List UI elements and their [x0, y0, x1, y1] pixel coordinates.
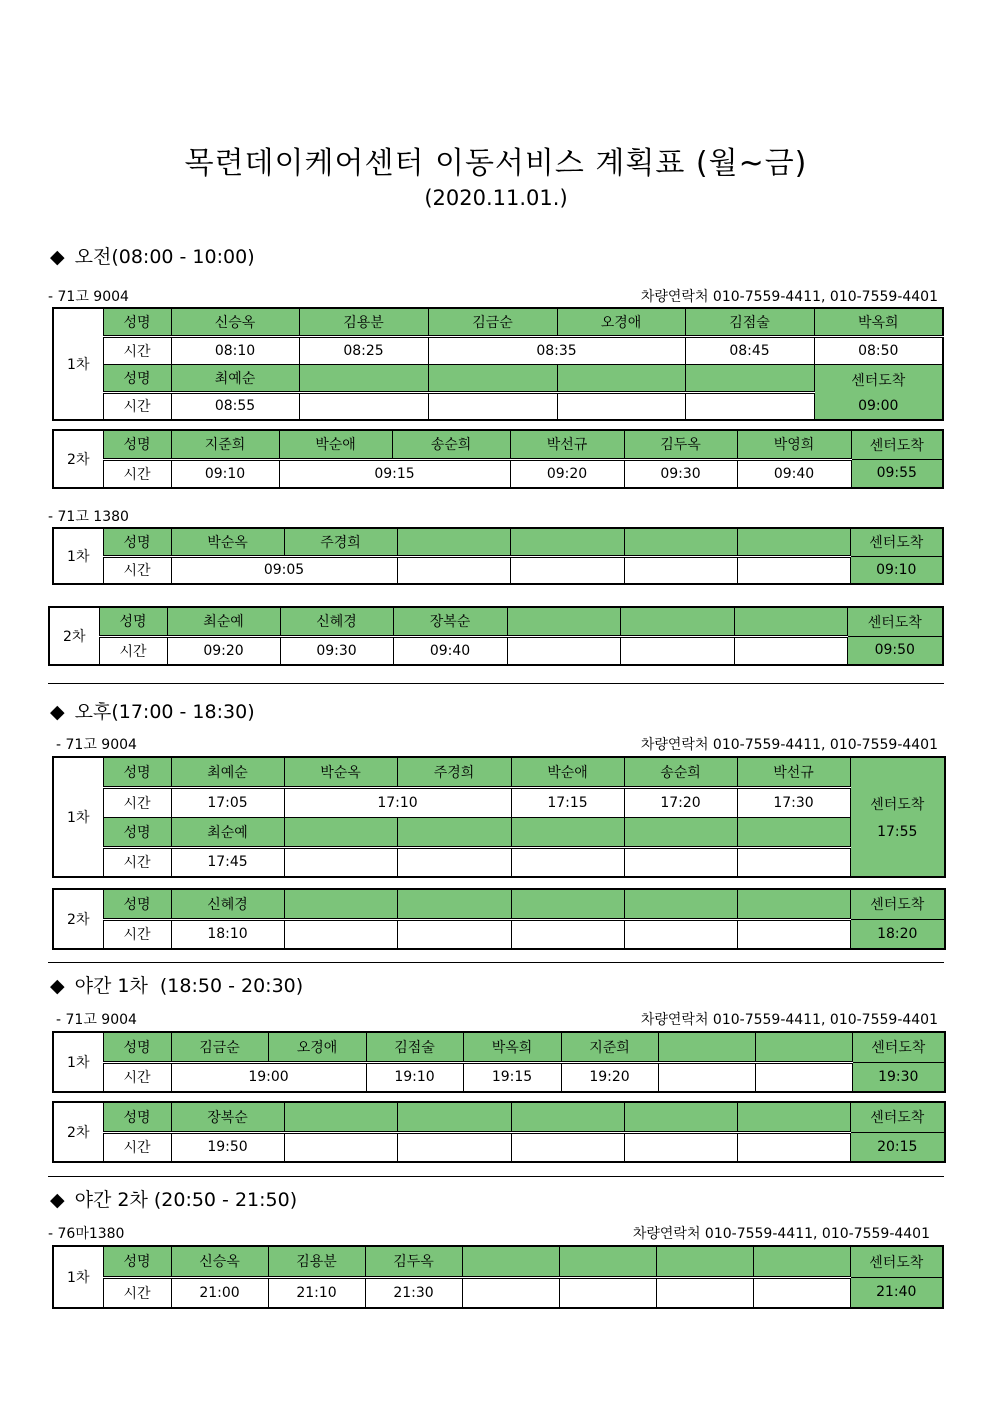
- passenger-name: [624, 528, 737, 556]
- pickup-time: [620, 636, 734, 665]
- pickup-time: [557, 392, 685, 420]
- passenger-name: 주경희: [284, 528, 397, 556]
- pickup-time: [510, 556, 624, 584]
- document-title: 목련데이케어센터 이동서비스 계획표 (월~금): [184, 146, 808, 181]
- time-header: 시간: [103, 459, 171, 488]
- passenger-name: [511, 817, 624, 847]
- pickup-time: [656, 1277, 753, 1308]
- pickup-time: 17:05: [171, 787, 284, 817]
- passenger-name: 지준희: [561, 1032, 658, 1062]
- passenger-name: 박순애: [511, 757, 624, 787]
- section-heading-night-1: [50, 971, 303, 998]
- section-heading-night-2: [50, 1185, 297, 1212]
- vehicle-contact: 차량연락처 010-7559-4411, 010-7559-4401: [632, 1226, 930, 1242]
- name-header: 성명: [103, 308, 171, 336]
- schedule-table-night-3: [52, 1245, 944, 1309]
- vehicle-label: - 71고 9004: [56, 737, 137, 753]
- schedule-table-morning-4: [48, 606, 944, 666]
- document-date: (2020.11.01.): [424, 186, 568, 210]
- pickup-time: 09:40: [393, 636, 507, 665]
- passenger-name: 박순옥: [284, 757, 397, 787]
- arrival-label: 센터도착: [850, 889, 945, 919]
- schedule-table-morning-2: [52, 429, 944, 489]
- passenger-name: [734, 607, 847, 636]
- passenger-name: [753, 1246, 850, 1277]
- pickup-time: 21:30: [365, 1277, 462, 1308]
- passenger-name: [559, 1246, 656, 1277]
- pickup-time: 21:10: [268, 1277, 365, 1308]
- name-header: 성명: [103, 889, 171, 919]
- passenger-name: 박순옥: [171, 528, 284, 556]
- arrival-time: 19:30: [852, 1062, 945, 1092]
- passenger-name: 김금순: [171, 1032, 268, 1062]
- pickup-time: [624, 1132, 737, 1162]
- passenger-name: 신승옥: [171, 308, 299, 336]
- arrival-cell: [850, 757, 945, 877]
- passenger-name: [737, 889, 850, 919]
- pickup-time: [737, 847, 850, 877]
- passenger-name: 최예순: [171, 364, 299, 392]
- arrival-time: 09:55: [851, 459, 943, 488]
- passenger-name: 송순희: [392, 430, 510, 459]
- name-header: 성명: [103, 364, 171, 392]
- passenger-name: [397, 817, 511, 847]
- round-label: 2차: [53, 889, 103, 949]
- passenger-name: [624, 889, 737, 919]
- vehicle-label: - 71고 1380: [48, 509, 129, 525]
- pickup-time: [737, 556, 850, 584]
- name-header: 성명: [103, 1032, 171, 1062]
- passenger-name: [624, 1102, 737, 1132]
- pickup-time: [397, 556, 510, 584]
- pickup-time: [511, 919, 624, 949]
- name-header: 성명: [99, 607, 167, 636]
- passenger-name: [656, 1246, 753, 1277]
- pickup-time: 08:50: [814, 336, 943, 364]
- round-label: 1차: [53, 1246, 103, 1308]
- pickup-time: 18:10: [171, 919, 284, 949]
- time-header: 시간: [103, 847, 171, 877]
- pickup-time: [753, 1277, 850, 1308]
- pickup-time: [397, 847, 511, 877]
- schedule-table-night-2: [52, 1101, 946, 1163]
- pickup-time: [507, 636, 620, 665]
- schedule-table-afternoon-1: [52, 756, 946, 878]
- name-header: 성명: [103, 430, 171, 459]
- passenger-name: 최순예: [167, 607, 280, 636]
- pickup-time: 19:20: [561, 1062, 658, 1092]
- arrival-time: 20:15: [850, 1132, 945, 1162]
- pickup-time: [397, 1132, 511, 1162]
- round-label: 1차: [53, 528, 103, 584]
- pickup-time: 17:15: [511, 787, 624, 817]
- arrival-time: 17:55: [877, 824, 918, 840]
- arrival-label: 센터도착: [851, 372, 906, 389]
- pickup-time: [397, 919, 511, 949]
- pickup-time: [685, 392, 814, 420]
- pickup-time: [284, 847, 397, 877]
- round-label: 1차: [53, 1032, 103, 1092]
- passenger-name: [510, 528, 624, 556]
- passenger-name: 박순애: [279, 430, 392, 459]
- passenger-name: [397, 1102, 511, 1132]
- schedule-table-afternoon-2: [52, 888, 946, 950]
- pickup-time: [624, 919, 737, 949]
- round-label: 1차: [53, 308, 103, 420]
- passenger-name: 박선규: [737, 757, 850, 787]
- passenger-name: 박옥희: [463, 1032, 561, 1062]
- name-header: 성명: [103, 1246, 171, 1277]
- passenger-name: 장복순: [171, 1102, 284, 1132]
- pickup-time: 17:10: [284, 787, 511, 817]
- pickup-time: [737, 919, 850, 949]
- passenger-name: [507, 607, 620, 636]
- passenger-name: [737, 528, 850, 556]
- name-header: 성명: [103, 757, 171, 787]
- passenger-name: 송순희: [624, 757, 737, 787]
- schedule-table-morning-3: [52, 527, 944, 585]
- passenger-name: [511, 889, 624, 919]
- time-header: 시간: [103, 787, 171, 817]
- section-title: 야간 1차 (18:50 - 20:30): [74, 975, 304, 997]
- arrival-label: 센터도착: [850, 1102, 945, 1132]
- pickup-time: 09:05: [171, 556, 397, 584]
- pickup-time: 17:30: [737, 787, 850, 817]
- passenger-name: 박영희: [737, 430, 851, 459]
- time-header: 시간: [103, 556, 171, 584]
- pickup-time: [462, 1277, 559, 1308]
- vehicle-label: - 71고 9004: [56, 1012, 137, 1028]
- pickup-time: [428, 392, 557, 420]
- arrival-time: 09:00: [858, 397, 899, 414]
- passenger-name: 최순예: [171, 817, 284, 847]
- section-title: 야간 2차 (20:50 - 21:50): [74, 1189, 298, 1211]
- passenger-name: [557, 364, 685, 392]
- pickup-time: [559, 1277, 656, 1308]
- pickup-time: 17:20: [624, 787, 737, 817]
- pickup-time: 09:20: [510, 459, 624, 488]
- diamond-bullet-icon: ◆: [50, 975, 65, 997]
- arrival-time: 09:50: [847, 636, 943, 665]
- name-header: 성명: [103, 528, 171, 556]
- passenger-name: [284, 889, 397, 919]
- name-header: 성명: [103, 817, 171, 847]
- pickup-time: 21:00: [171, 1277, 268, 1308]
- pickup-time: 09:30: [280, 636, 393, 665]
- schedule-table-night-1: [52, 1031, 946, 1093]
- pickup-time: [511, 1132, 624, 1162]
- passenger-name: [620, 607, 734, 636]
- passenger-name: 김용분: [268, 1246, 365, 1277]
- arrival-time: 09:10: [850, 556, 943, 584]
- time-header: 시간: [99, 636, 167, 665]
- section-heading-morning: [50, 242, 255, 269]
- pickup-time: 08:10: [171, 336, 299, 364]
- name-header: 성명: [103, 1102, 171, 1132]
- passenger-name: 박선규: [510, 430, 624, 459]
- passenger-name: 오경애: [268, 1032, 366, 1062]
- pickup-time: [624, 556, 737, 584]
- vehicle-contact: 차량연락처 010-7559-4411, 010-7559-4401: [640, 1012, 938, 1028]
- passenger-name: [462, 1246, 559, 1277]
- pickup-time: [734, 636, 847, 665]
- pickup-time: [284, 919, 397, 949]
- passenger-name: [428, 364, 557, 392]
- passenger-name: 최예순: [171, 757, 284, 787]
- passenger-name: 신승옥: [171, 1246, 268, 1277]
- section-heading-afternoon: [50, 697, 255, 724]
- arrival-time: 21:40: [850, 1277, 943, 1308]
- passenger-name: 김두옥: [624, 430, 737, 459]
- pickup-time: 09:10: [171, 459, 279, 488]
- pickup-time: 19:10: [366, 1062, 463, 1092]
- passenger-name: [624, 817, 737, 847]
- pickup-time: 09:30: [624, 459, 737, 488]
- passenger-name: 신혜경: [280, 607, 393, 636]
- diamond-bullet-icon: ◆: [50, 246, 65, 268]
- passenger-name: 김금순: [428, 308, 557, 336]
- time-header: 시간: [103, 1132, 171, 1162]
- round-label: 2차: [49, 607, 99, 665]
- round-label: 1차: [53, 757, 103, 877]
- passenger-name: 김용분: [299, 308, 428, 336]
- vehicle-contact: 차량연락처 010-7559-4411, 010-7559-4401: [640, 289, 938, 305]
- passenger-name: 김두옥: [365, 1246, 462, 1277]
- pickup-time: [284, 1132, 397, 1162]
- time-header: 시간: [103, 1062, 171, 1092]
- pickup-time: 19:00: [171, 1062, 366, 1092]
- vehicle-label: - 76마1380: [48, 1226, 125, 1242]
- pickup-time: [737, 1132, 850, 1162]
- pickup-time: [511, 847, 624, 877]
- passenger-name: 오경애: [557, 308, 685, 336]
- arrival-cell: [814, 364, 943, 420]
- diamond-bullet-icon: ◆: [50, 701, 65, 723]
- passenger-name: 지준희: [171, 430, 279, 459]
- pickup-time: [624, 847, 737, 877]
- passenger-name: [755, 1032, 852, 1062]
- arrival-label: 센터도착: [850, 1246, 943, 1277]
- pickup-time: 08:45: [685, 336, 814, 364]
- section-divider: [48, 1176, 944, 1177]
- passenger-name: [511, 1102, 624, 1132]
- round-label: 2차: [53, 1102, 103, 1162]
- pickup-time: 09:15: [279, 459, 510, 488]
- passenger-name: [397, 889, 511, 919]
- passenger-name: 김점술: [366, 1032, 463, 1062]
- pickup-time: 19:15: [463, 1062, 561, 1092]
- section-divider: [48, 683, 944, 684]
- arrival-label: 센터도착: [852, 1032, 945, 1062]
- passenger-name: [658, 1032, 755, 1062]
- vehicle-label: - 71고 9004: [48, 289, 129, 305]
- arrival-label: 센터도착: [870, 797, 925, 813]
- passenger-name: 주경희: [397, 757, 511, 787]
- pickup-time: 19:50: [171, 1132, 284, 1162]
- time-header: 시간: [103, 1277, 171, 1308]
- section-title: 오전(08:00 - 10:00): [74, 246, 255, 268]
- passenger-name: 박옥희: [814, 308, 943, 336]
- passenger-name: [284, 817, 397, 847]
- arrival-label: 센터도착: [851, 430, 943, 459]
- passenger-name: [737, 1102, 850, 1132]
- pickup-time: 17:45: [171, 847, 284, 877]
- round-label: 2차: [53, 430, 103, 488]
- passenger-name: 김점술: [685, 308, 814, 336]
- pickup-time: 09:20: [167, 636, 280, 665]
- pickup-time: [755, 1062, 852, 1092]
- section-title: 오후(17:00 - 18:30): [74, 701, 255, 723]
- pickup-time: 08:25: [299, 336, 428, 364]
- passenger-name: [284, 1102, 397, 1132]
- pickup-time: [299, 392, 428, 420]
- time-header: 시간: [103, 336, 171, 364]
- passenger-name: [737, 817, 850, 847]
- pickup-time: 08:35: [428, 336, 685, 364]
- passenger-name: 신혜경: [171, 889, 284, 919]
- arrival-time: 18:20: [850, 919, 945, 949]
- arrival-label: 센터도착: [847, 607, 943, 636]
- passenger-name: [299, 364, 428, 392]
- pickup-time: 08:55: [171, 392, 299, 420]
- diamond-bullet-icon: ◆: [50, 1189, 65, 1211]
- passenger-name: 장복순: [393, 607, 507, 636]
- pickup-time: 09:40: [737, 459, 851, 488]
- passenger-name: [685, 364, 814, 392]
- vehicle-contact: 차량연락처 010-7559-4411, 010-7559-4401: [640, 737, 938, 753]
- time-header: 시간: [103, 919, 171, 949]
- pickup-time: [658, 1062, 755, 1092]
- section-divider: [48, 962, 944, 963]
- arrival-label: 센터도착: [850, 528, 943, 556]
- schedule-table-morning-1: [52, 307, 944, 421]
- passenger-name: [397, 528, 510, 556]
- time-header: 시간: [103, 392, 171, 420]
